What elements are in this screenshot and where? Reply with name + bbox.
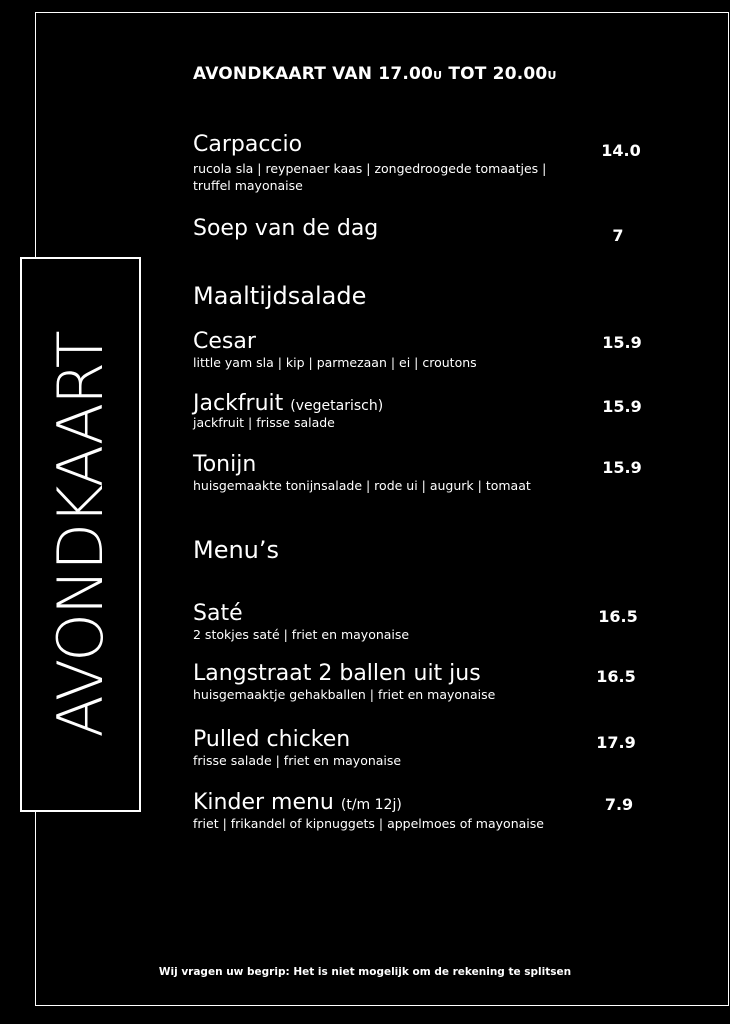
item-name-pulled-chicken: Pulled chicken [193, 727, 351, 752]
item-desc-jackfruit: jackfruit | frisse salade [193, 415, 335, 430]
item-name-soep: Soep van de dag [193, 216, 379, 241]
section-maaltijdsalade: Maaltijdsalade [193, 282, 367, 310]
item-name-kinder-menu: Kinder menu (t/m 12j) [193, 790, 402, 815]
item-price-sate: 16.5 [598, 607, 638, 626]
item-price-jackfruit: 15.9 [602, 397, 642, 416]
item-note-jackfruit: (vegetarisch) [290, 398, 384, 414]
item-desc-kinder-menu: friet | frikandel of kipnuggets | appelmoes of mayonaise [193, 816, 544, 831]
item-desc-sate: 2 stokjes saté | friet en mayonaise [193, 627, 410, 642]
item-name-cesar: Cesar [193, 329, 256, 354]
item-desc-carpaccio: rucola sla | reypenaer kaas | zongedroogede tomaatjes | truffel mayonaise [193, 161, 547, 193]
item-price-tonijn: 15.9 [602, 458, 642, 477]
item-name-sate: Saté [193, 601, 243, 626]
item-name-carpaccio: Carpaccio [193, 132, 303, 157]
item-name-langstraat: Langstraat 2 ballen uit jus [193, 661, 481, 686]
item-name-tonijn: Tonijn [193, 452, 257, 477]
item-price-cesar: 15.9 [602, 333, 642, 352]
item-price-carpaccio: 14.0 [601, 141, 641, 160]
section-menus: Menu’s [193, 536, 280, 564]
item-name-jackfruit: Jackfruit (vegetarisch) [193, 391, 384, 416]
item-desc-tonijn: huisgemaakte tonijnsalade | rode ui | augurk | tomaat [193, 478, 531, 493]
item-price-pulled-chicken: 17.9 [596, 733, 636, 752]
item-note-kinder-menu: (t/m 12j) [340, 797, 402, 813]
item-desc-langstraat: huisgemaaktje gehakballen | friet en mayonaise [193, 687, 496, 702]
item-price-langstraat: 16.5 [596, 667, 636, 686]
footer-note: Wij vragen uw begrip: Het is niet mogelijk om de rekening te splitsen [158, 966, 572, 978]
item-price-soep: 7 [612, 226, 624, 245]
side-title-box [20, 257, 141, 812]
item-price-kinder-menu: 7.9 [604, 795, 634, 814]
item-desc-cesar: little yam sla | kip | parmezaan | ei | croutons [193, 355, 477, 370]
side-title: AVONDKAART [43, 331, 117, 738]
item-desc-pulled-chicken: frisse salade | friet en mayonaise [193, 753, 402, 768]
menu-header: AVONDKAART VAN 17.00U TOT 20.00U [193, 64, 557, 84]
